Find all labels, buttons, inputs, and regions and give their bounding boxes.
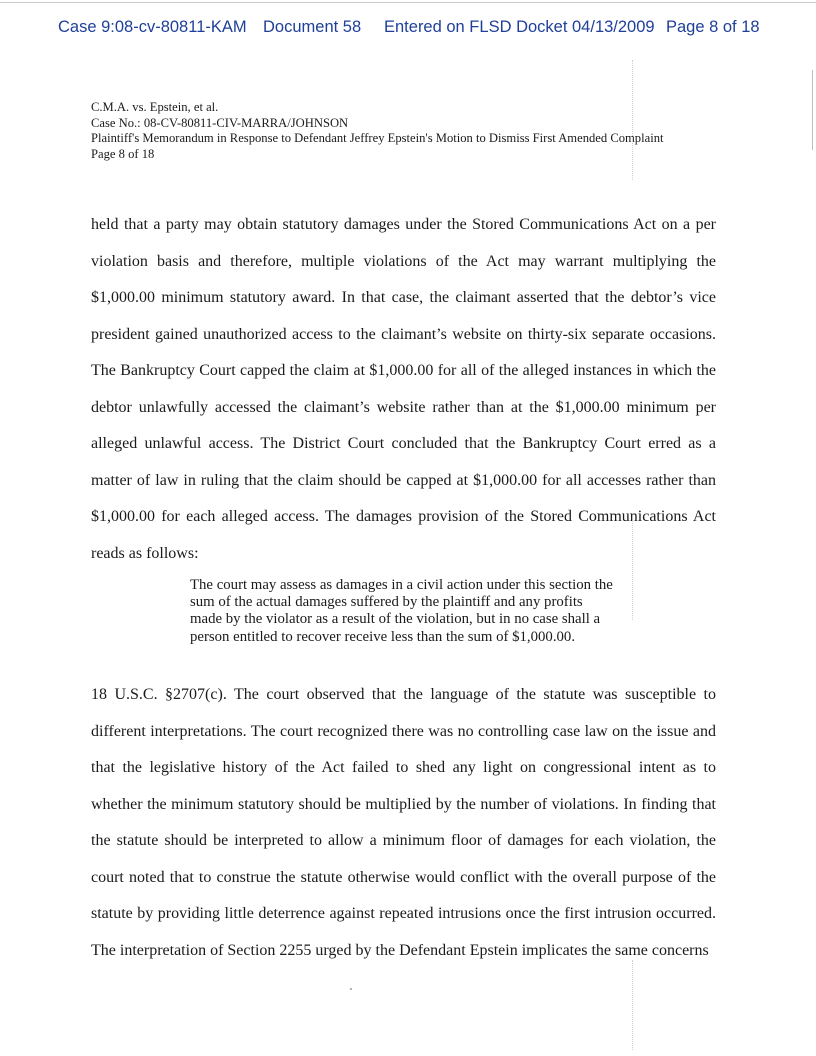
top-rule [0,2,816,3]
paragraph: held that a party may obtain statutory damages under the Stored Communications Act on a per violation basis and therefore, multiple violations of the Act may warrant multiplying the $1,000.00 minimum statutory award. In that case, the claimant asserted that the debtor’s vice president gained unauthorized access to the claimant’s website on thirty-six separate occasions. The Bankruptcy Court capped the claim at $1,000.00 for all of the alleged instances in which the debtor unlawfully accessed the claimant’s website rather than at the $1,000.00 minimum per alleged unlawful access. The District Court concluded that the Bankruptcy Court erred as a matter of law in ruling that the claim should be capped at $1,000.00 for all accesses rather than $1,000.00 for each alleged access. The damages provision of the Stored Communications Act reads as follows: [91,216,716,562]
scan-speck [350,988,352,990]
block-quote: The court may assess as damages in a civil action under this section the sum of the actual damages suffered by the plaintiff and any profits made by the violator as a result of the violation, but in no case shall a person entitled to recover receive less than the sum of $1,000.00. [190,577,613,645]
scan-artifact [632,60,633,180]
scan-artifact [632,520,633,620]
case-caption [91,100,771,162]
docket-entry: Entered on FLSD Docket 04/13/2009 [384,18,655,36]
caption-parties: C.M.A. vs. Epstein, et al. [91,100,219,114]
paragraph: 18 U.S.C. §2707(c). The court observed that the language of the statute was susceptible to different interpretations. The court recognized there was no controlling case law on the issue and that the legislative history of the Act failed to shed any light on congressional intent as to whether the minimum statutory should be multiplied by the number of violations. In finding that the statute should be interpreted to allow a minimum floor of damages for each violation, the court noted that to construe the statute otherwise would conflict with the overall purpose of the statute by providing little deterrence against repeated intrusions once the first intrusion occurred. The interpretation of Section 2255 urged by the Defendant Epstein implicates the same concerns [91,686,716,959]
body-section-2 [91,677,716,969]
body-section-1 [91,207,716,572]
ecf-header [0,18,816,42]
caption-document-title: Plaintiff's Memorandum in Response to Defendant Jeffrey Epstein's Motion to Dismiss First Amended Complaint [91,131,664,145]
caption-page: Page 8 of 18 [91,146,155,161]
document-number: Document 58 [263,18,362,36]
scan-artifact [632,960,633,1050]
case-number: Case 9:08-cv-80811-KAM [58,18,247,36]
scan-edge [812,70,813,150]
page-indicator: Page 8 of 18 [666,18,760,36]
caption-case-number: Case No.: 08-CV-80811-CIV-MARRA/JOHNSON [91,115,349,130]
